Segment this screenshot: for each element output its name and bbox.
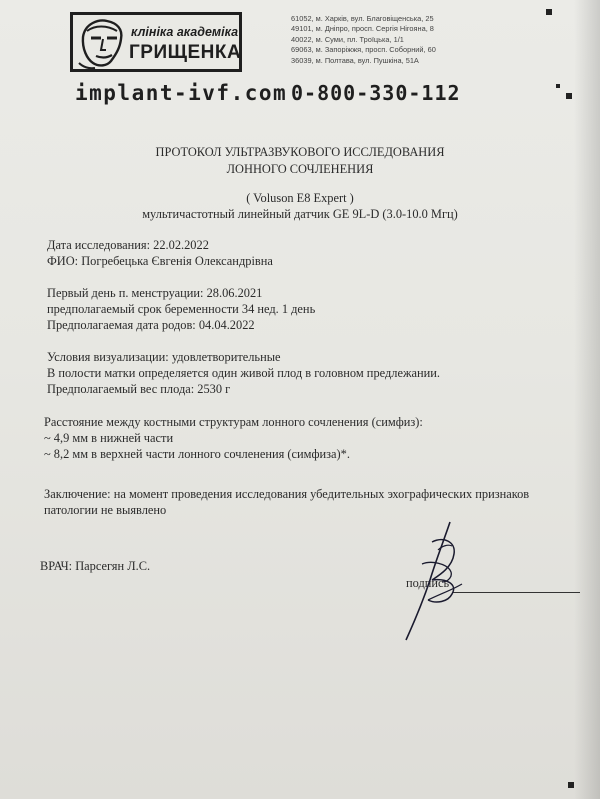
clinic-website: implant-ivf.com (75, 81, 288, 105)
clinic-logo (70, 12, 242, 72)
clinic-addresses (291, 14, 436, 66)
patient-name: ФИО: Погребецька Євгенія Олександрівна (47, 254, 273, 268)
symphysis-distance-title: Расстояние между костными структурам лонного сочленения (симфиз): (44, 415, 423, 429)
symphysis-lower: ~ 4,9 мм в нижней части (44, 431, 174, 445)
fetal-weight: Предполагаемый вес плода: 2530 г (47, 382, 231, 396)
address-line: 61052, м. Харків, вул. Благовіщенська, 25 (291, 14, 434, 23)
address-line: 40022, м. Суми, пл. Троїцька, 1/1 (291, 34, 404, 44)
address-line: 69063, м. Запоріжжя, просп. Соборний, 60 (291, 45, 436, 55)
corner-mark (556, 84, 560, 88)
logo-name: ГРИЩЕНКА (129, 42, 242, 63)
address-line: 49101, м. Дніпро, просп. Сергія Нігояна, 8 (291, 24, 434, 34)
corner-mark (566, 93, 572, 99)
due-date: Предполагаемая дата родов: 04.04.2022 (47, 318, 255, 332)
conclusion-line2: патологии не выявлено (44, 503, 167, 517)
signature-label: подпись (406, 576, 450, 590)
doctor-name: ВРАЧ: Парсегян Л.С. (40, 559, 151, 573)
conclusion-line1: Заключение: на момент проведения исследования убедительных эхографических признаков (44, 487, 530, 501)
corner-mark (546, 9, 552, 15)
corner-mark (568, 782, 574, 788)
portrait-icon (77, 17, 133, 69)
last-menstruation: Первый день п. менструации: 28.06.2021 (47, 286, 263, 300)
logo-subtitle: клініка академіка (131, 25, 239, 39)
exam-date: Дата исследования: 22.02.2022 (47, 238, 209, 252)
address-line: 36039, м. Полтава, вул. Пушкіна, 51А (291, 55, 419, 65)
document-title-line1: ПРОТОКОЛ УЛЬТРАЗВУКОВОГО ИССЛЕДОВАНИЯ (155, 145, 445, 159)
page-shadow (574, 0, 600, 799)
handwritten-signature (392, 520, 502, 650)
gestational-age: предполагаемый срок беременности 34 нед. 1 день (47, 302, 316, 316)
fetus-position: В полости матки определяется один живой плод в головном предлежании. (47, 366, 441, 380)
symphysis-upper: ~ 8,2 мм в верхней части лонного сочленения (симфиза)*. (44, 447, 350, 461)
device-name: ( Voluson E8 Expert ) (246, 191, 354, 205)
clinic-phone: 0-800-330-112 (291, 81, 461, 105)
visualization-conditions: Условия визуализации: удовлетворительные (47, 350, 281, 364)
document-title-line2: ЛОННОГО СОЧЛЕНЕНИЯ (226, 162, 374, 176)
sensor-info: мультичастотный линейный датчик GE 9L-D (3.0-10.0 Мгц) (142, 207, 458, 221)
